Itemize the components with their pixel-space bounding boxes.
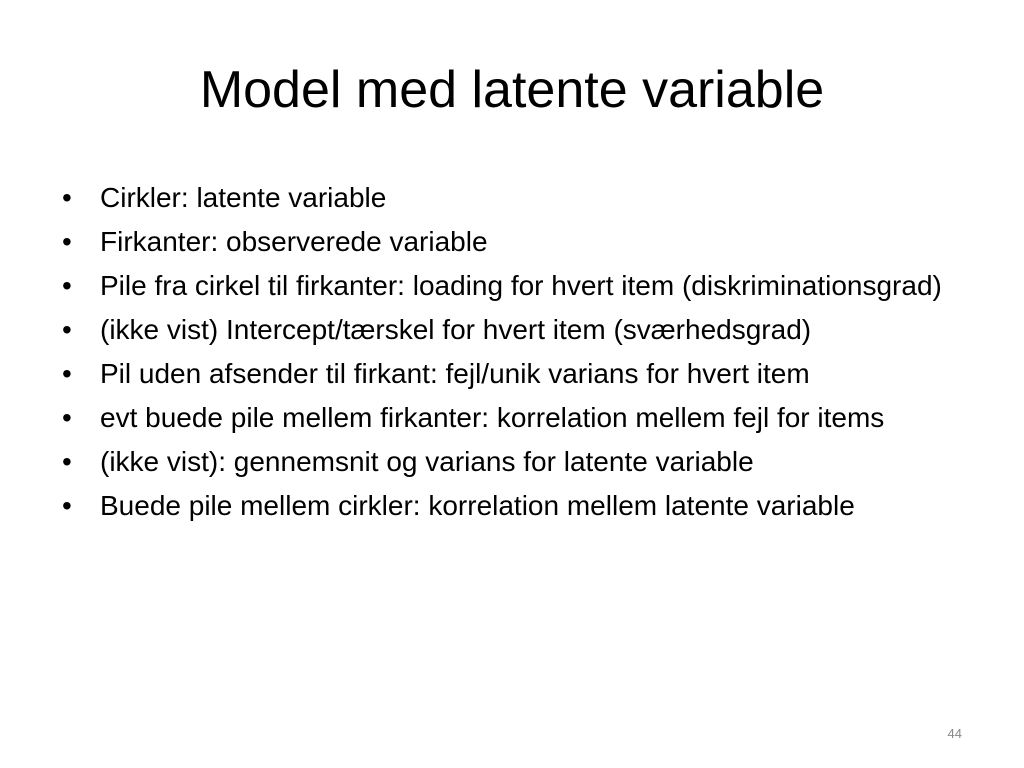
bullet-item <box>60 180 960 215</box>
bullet-icon: • <box>62 314 72 345</box>
bullet-item <box>60 224 960 259</box>
bullet-icon: • <box>62 402 72 433</box>
bullet-item <box>60 356 960 391</box>
bullet-text: Pile fra cirkel til firkanter: loading for hvert item (diskriminationsgrad) <box>100 270 942 301</box>
bullet-text: Buede pile mellem cirkler: korrelation mellem latente variable <box>100 490 855 521</box>
slide-title: Model med latente variable <box>199 61 825 119</box>
bullet-icon: • <box>62 182 72 213</box>
bullet-text: Firkanter: observerede variable <box>100 226 488 257</box>
bullet-text: Pil uden afsender til firkant: fejl/unik varians for hvert item <box>100 358 810 389</box>
bullet-item <box>60 488 960 523</box>
bullet-icon: • <box>62 226 72 257</box>
bullet-list <box>60 180 960 532</box>
bullet-item <box>60 268 960 303</box>
bullet-text: evt buede pile mellem firkanter: korrelation mellem fejl for items <box>100 402 885 433</box>
bullet-text: Cirkler: latente variable <box>100 182 387 213</box>
slide-number: 44 <box>947 726 962 741</box>
bullet-text: (ikke vist): gennemsnit og varians for latente variable <box>100 446 754 477</box>
bullet-item <box>60 444 960 479</box>
bullet-item <box>60 400 960 435</box>
bullet-icon: • <box>62 358 72 389</box>
bullet-icon: • <box>62 446 72 477</box>
bullet-icon: • <box>62 490 72 521</box>
bullet-text: (ikke vist) Intercept/tærskel for hvert item (sværhedsgrad) <box>100 314 812 345</box>
bullet-icon: • <box>62 270 72 301</box>
bullet-item <box>60 312 960 347</box>
